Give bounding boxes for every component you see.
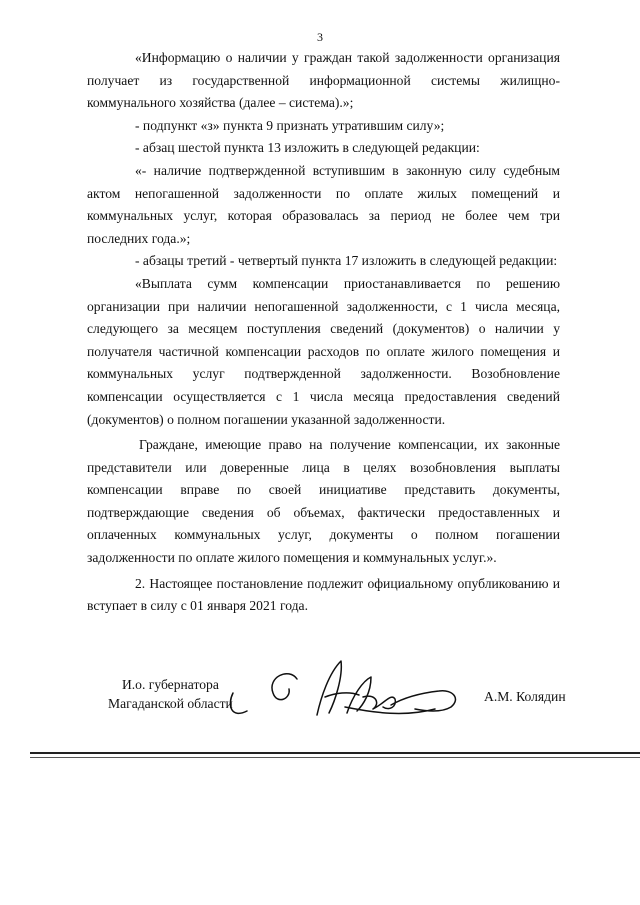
paragraph: - абзац шестой пункта 13 изложить в следующей редакции: bbox=[135, 140, 480, 156]
paragraph: «Выплата сумм компенсации приостанавливается по решению организации при наличии непогашенной задолженности, с 1 числа месяца, следующего за месяцем поступления сведений (документов) о наличии у получателя частичной компенсации расходов по оплате жилого помещения и коммунальных услуг подтвержденной задолженности. Возобновление компенсации осуществляется с 1 числа месяца предоставления сведений (документов) о полном погашении указанной задолженности. bbox=[87, 275, 560, 427]
footer-divider bbox=[30, 757, 640, 758]
paragraph: «- наличие подтвержденной вступившим в законную силу судебным актом непогашенной задолженности по оплате жилых помещений и коммунальных услуг, которая образовалась за период не более чем три последних года.»; bbox=[87, 162, 560, 246]
paragraph: «Информацию о наличии у граждан такой задолженности организация получает из государственной информационной системы жилищно-коммунального хозяйства (далее – система).»; bbox=[87, 50, 560, 111]
paragraph: - подпункт «з» пункта 9 признать утратившим силу»; bbox=[135, 117, 445, 133]
signatory-position-line: Магаданской области bbox=[108, 696, 233, 711]
paragraph: Граждане, имеющие право на получение компенсации, их законные представители или доверенные лица в целях возобновления выплаты компенсации вправе по своей инициативе представить документы, подтверждающие сведения об объемах, фактически предоставленных и оплаченных коммунальных услуг, документы о полном погашении задолженности по оплате жилого помещения и коммунальных услуг.». bbox=[87, 437, 560, 566]
signature-block bbox=[0, 675, 640, 755]
paragraph: 2. Настоящее постановление подлежит официальному опубликованию и вступает в силу с 01 января 2021 года. bbox=[87, 575, 560, 614]
paragraph: - абзацы третий - четвертый пункта 17 изложить в следующей редакции: bbox=[135, 253, 558, 269]
handwritten-signature bbox=[225, 653, 465, 723]
document-body bbox=[87, 47, 560, 618]
page-number: 3 bbox=[317, 30, 323, 44]
footer-divider bbox=[30, 752, 640, 754]
signatory-position-line: И.о. губернатора bbox=[121, 677, 219, 692]
signatory-position bbox=[108, 675, 233, 713]
signatory-name: А.М. Колядин bbox=[484, 689, 566, 704]
